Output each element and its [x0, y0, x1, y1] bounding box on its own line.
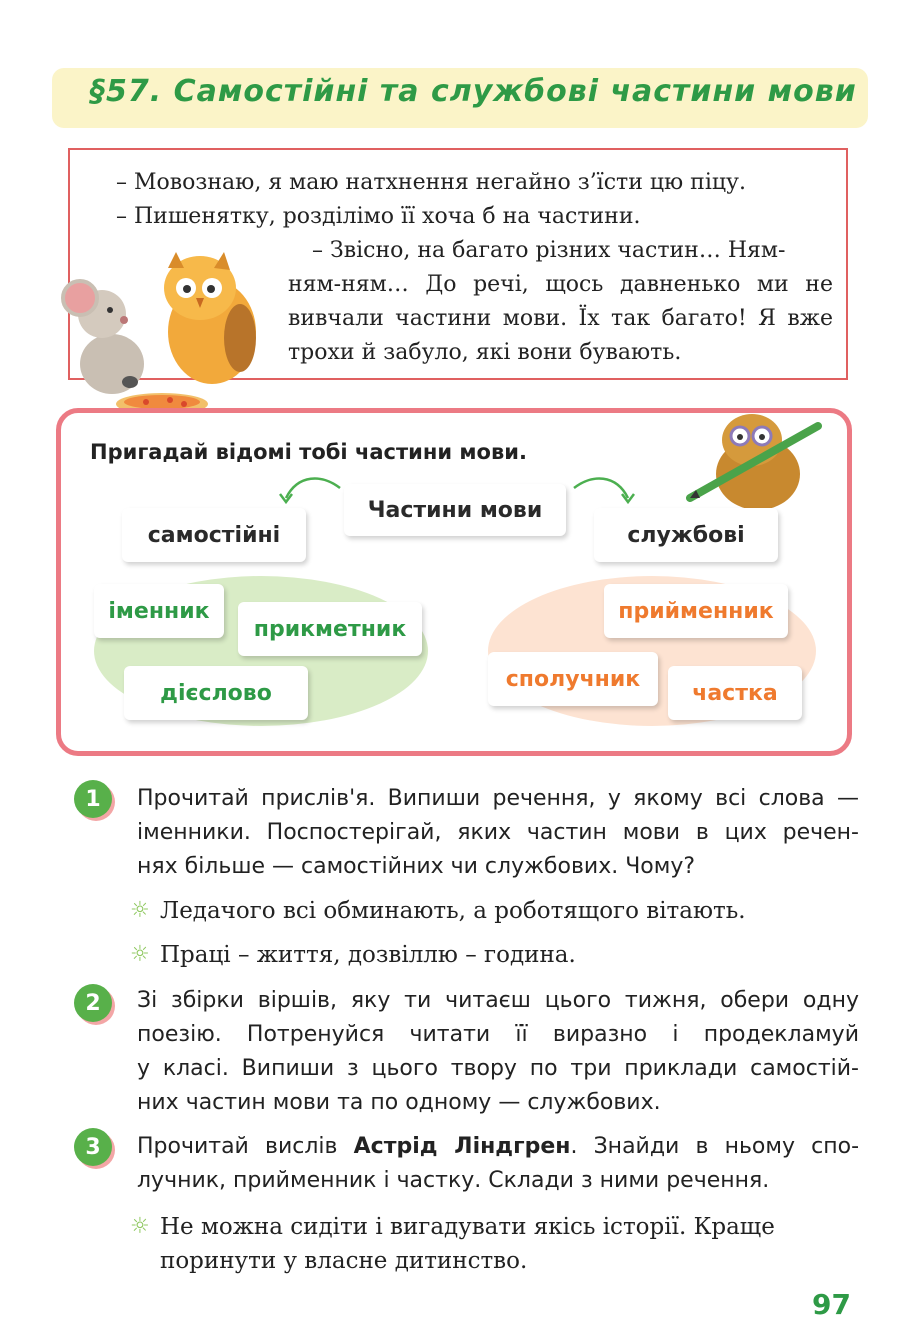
task-2-text — [137, 984, 859, 1120]
card-independent: самостійні — [122, 508, 306, 562]
card-auxiliary: службові — [594, 508, 778, 562]
card-preposition: прийменник — [604, 584, 788, 638]
quote — [130, 1210, 775, 1278]
arrow-right-icon — [570, 474, 636, 506]
dialog-line-2: – Пишенятку, розділімо її хоча б на частини. — [116, 204, 641, 229]
task-2-line: них частин мови та по одному — службових. — [137, 1090, 661, 1115]
sun-bullet-icon: ☼ — [130, 1214, 150, 1239]
card-verb: дієслово — [124, 666, 308, 720]
page-title: §57. Самостійні та службові частини мови — [90, 74, 857, 109]
card-particle: частка — [668, 666, 802, 720]
mouse-illustration — [50, 272, 160, 402]
owl-pencil-illustration — [690, 404, 830, 512]
proverb-1-text: Ледачого всі обминають, а роботящого вітають. — [160, 898, 746, 924]
sun-bullet-icon: ☼ — [130, 898, 150, 923]
task-2-line: поезію. Потренуйся читати її виразно і продекламуй — [137, 1022, 859, 1047]
card-noun: іменник — [94, 584, 224, 638]
task-1-line: Прочитай прислів'я. Випиши речення, у якому всі слова — — [137, 786, 859, 811]
task-2-line: у класі. Випиши з цього твору по три приклади самостій- — [137, 1056, 859, 1081]
dialog-reply-rest: ням-ням… До речі, щось давненько ми не вивчали частини мови. Їх так багато! Я вже трохи й забуло, які вони бувають. — [288, 272, 833, 365]
quote-line-1: Не можна сидіти і вигадувати якісь історії. Краще — [160, 1214, 775, 1240]
task-2-line: Зі збірки віршів, яку ти читаєш цього тижня, обери одну — [137, 988, 859, 1013]
card-conjunction: сполучник — [488, 652, 658, 706]
card-adjective: прикметник — [238, 602, 422, 656]
task-1-line: іменники. Поспостерігай, яких частин мови в цих речен- — [137, 820, 859, 845]
sun-bullet-icon: ☼ — [130, 942, 150, 967]
dialog-line-1: – Мовознаю, я маю натхнення негайно з’їсти цю піцу. — [116, 170, 746, 195]
page-number: 97 — [812, 1288, 851, 1321]
task-3-badge: 3 — [74, 1128, 112, 1166]
task-3-text — [137, 1130, 859, 1198]
task-1-text — [137, 782, 859, 884]
task-3-line-part: . Знайди в ньому спо- — [570, 1134, 860, 1159]
task-3-line — [137, 1130, 859, 1164]
task-3-line-part: Прочитай вислів — [137, 1134, 354, 1159]
proverb-1 — [130, 894, 746, 928]
card-parts-of-speech: Частини мови — [344, 484, 566, 536]
owl-illustration — [150, 248, 270, 388]
proverb-2-text: Праці – життя, дозвіллю – година. — [160, 942, 576, 968]
task-3-line: лучник, прийменник і частку. Склади з ними речення. — [137, 1168, 770, 1193]
dialog-reply-line-1: – Звісно, на багато різних частин… Ням- — [312, 238, 786, 263]
task-1-badge: 1 — [74, 780, 112, 818]
arrow-left-icon — [278, 474, 344, 506]
proverb-2 — [130, 938, 576, 972]
scheme-instruction: Пригадай відомі тобі частини мови. — [90, 440, 527, 464]
quote-line-2: поринути у власне дитинство. — [160, 1248, 528, 1274]
task-1-line: нях більше — самостійних чи службових. Чому? — [137, 854, 696, 879]
task-2-badge: 2 — [74, 984, 112, 1022]
author-name: Астрід Ліндгрен — [353, 1134, 571, 1159]
